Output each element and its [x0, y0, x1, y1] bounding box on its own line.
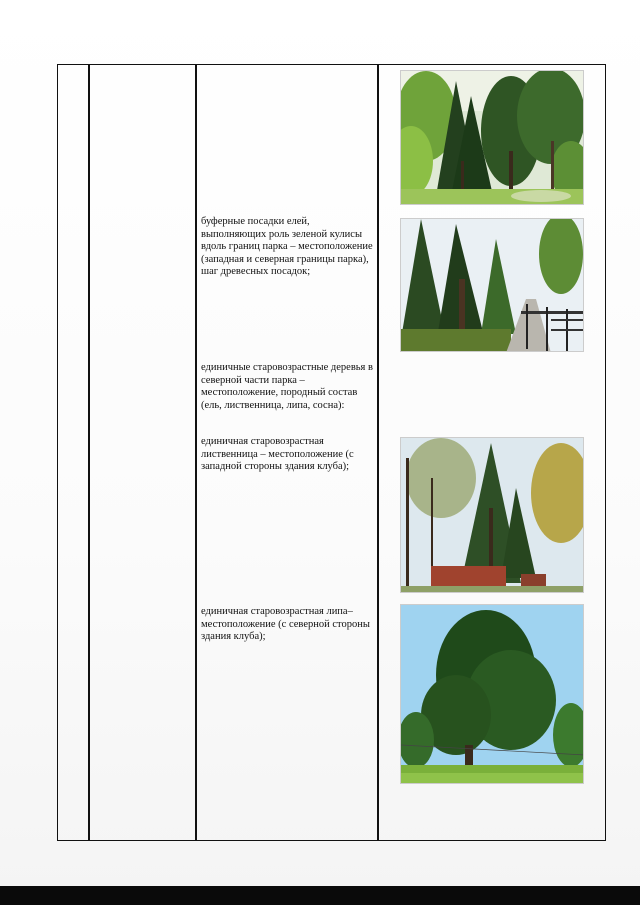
column-divider-3: [377, 64, 379, 841]
spruce-fence-photo: [400, 218, 584, 352]
linden-photo: [400, 604, 584, 784]
text-buffer-spruce: буферные посадки елей, выполняющих роль зеленой кулисы вдоль границ парка – местоположение (западная и северная границы парка), шаг древесных посадок;: [201, 216, 373, 278]
text-old-larch: единичная старовозрастная лиственница – местоположение (с западной стороны здания клуба);: [201, 436, 354, 473]
text-old-linden: единичная старовозрастная липа– местоположение (с северной стороны здания клуба);: [201, 606, 370, 643]
text-old-trees-north: единичные старовозрастные деревья в северной части парка – местоположение, породный состав (ель, лиственница, липа, сосна):: [201, 362, 373, 411]
forest-photo: [400, 70, 584, 205]
column-divider-2: [195, 64, 197, 841]
column-divider-1: [88, 64, 90, 841]
larch-photo: [400, 437, 584, 593]
scan-edge-bar: [0, 886, 640, 905]
